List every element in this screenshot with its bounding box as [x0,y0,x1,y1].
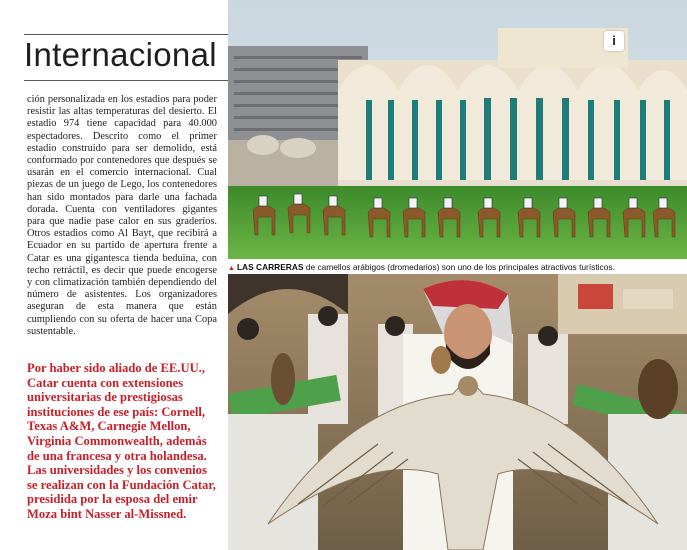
highlight-paragraph: Por haber sido aliado de EE.UU., Catar cuenta con extensiones universitarias de prestigiosas instituciones de ese país: Cornell, Texas A&M, Carnegie Mellon, Virginia Commonwealth, además de una francesa y otra holandesa. Las universidades y los convenios se realizan con la Fundación Catar, presidida por la esposa del emir Moza bint Nasser al-Missned. [27,361,216,521]
title-rule-top [24,34,228,35]
falcon-market-illustration [228,274,687,550]
caption-lead: LAS CARRERAS [236,262,304,272]
caption-marker-icon: ▲ [228,265,235,272]
article-column [0,0,228,550]
section-title: Internacional [24,36,217,73]
camel-race-photo [228,0,687,259]
info-icon[interactable]: i [604,31,624,51]
photo-caption [228,260,687,274]
title-rule-bottom [24,80,228,81]
article-body: ción personalizada en los estadios para poder resistir las altas temperaturas del desierto. El estadio 974 tiene capacidad para 40.000 espectadores. Descrito como el primer estadio construido para ser demolido, está conformado por contenedores que después se usarán en el comercio internacional. Cual piezas de un juego de Lego, los contenedores han sido montados para darle una fachada dorada. Cuenta con ventiladores gigantes para que nadie pase calor en sus graderíos. Otros estadios como Al Bayt, que recibirá a Ecuador en su partido de apertura frente a Catar es una gigantesca tienda beduina, con techo retráctil, es decir que puede encogerse y con climatización también dependiendo del número de asistentes. Los organizadores aseguran de esta manera que están cumpliendo con su oferta de hacer una Copa sustentable. [27,94,217,337]
caption-text: de camellos arábigos (dromedarios) son uno de los principales atractivos turísticos. [303,262,615,272]
falcon-market-photo [228,274,687,550]
